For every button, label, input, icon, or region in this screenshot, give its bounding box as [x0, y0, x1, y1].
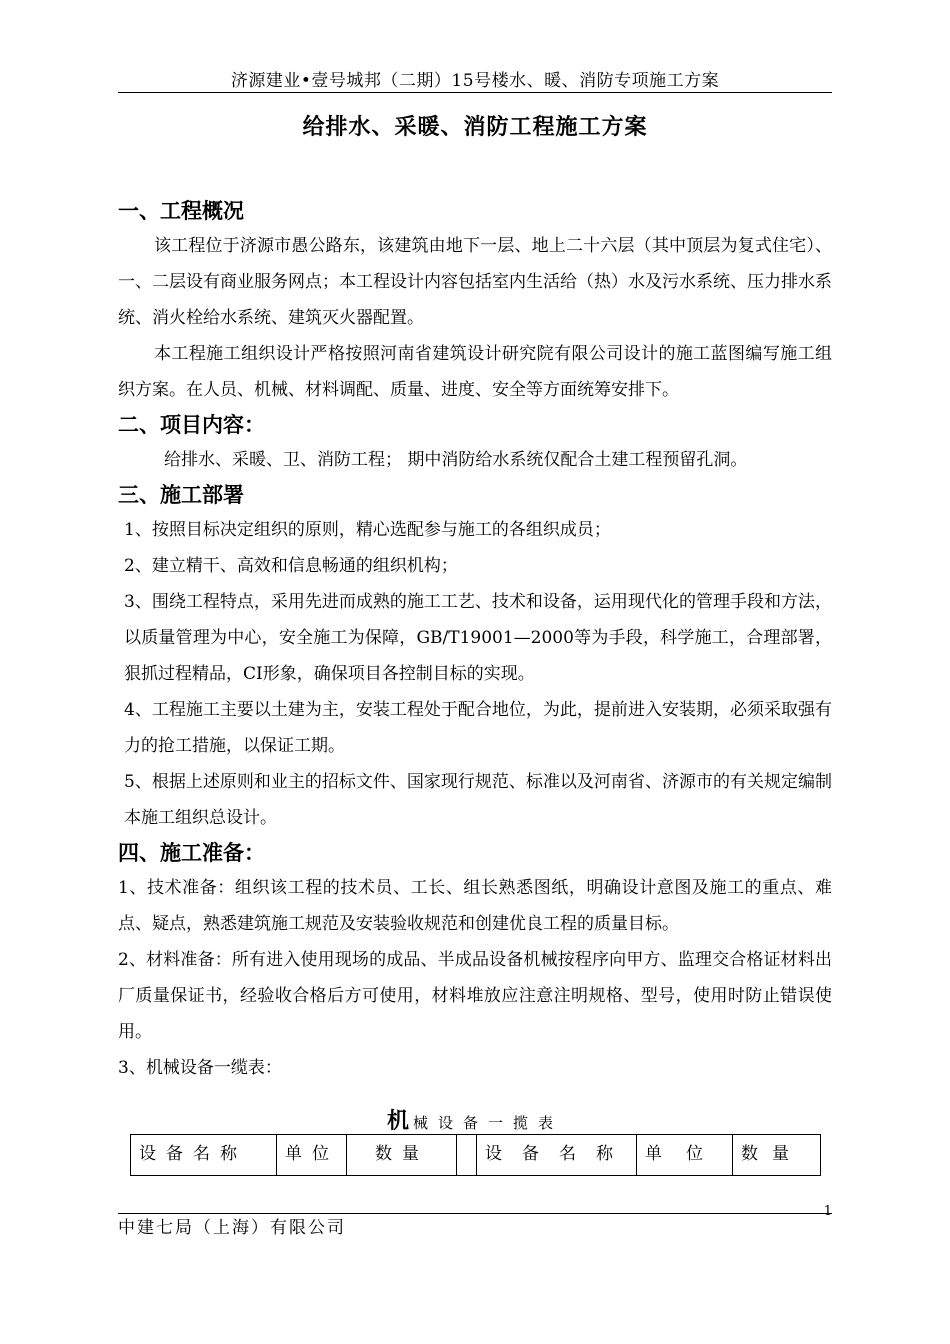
caption-rest: 械设备一揽表	[413, 1114, 564, 1132]
section-heading-project-content: 二、项目内容：	[118, 412, 265, 437]
section-heading-deployment: 三、施工部署	[118, 482, 244, 507]
deployment-item-1: 1、按照目标决定组织的原则，精心选配参与施工的各组织成员；	[124, 520, 611, 540]
table-header-row	[131, 1135, 821, 1176]
deployment-item-3: 3、围绕工程特点，采用先进而成熟的施工工艺、技术和设备，运用现代化的管理手段和方法，以质量管理为中心，安全施工为保障，GB/T19001—2000等为手段，科学施工，合理部署，狠抓过程精品，CI形象，确保项目各控制目标的实现。	[124, 592, 832, 684]
section-heading-preparation: 四、施工准备：	[118, 840, 265, 865]
preparation-item-1: 1、技术准备：组织该工程的技术员、工长、组长熟悉图纸，明确设计意图及施工的重点、难点、疑点，熟悉建筑施工规范及安装验收规范和创建优良工程的质量目标。	[118, 878, 832, 934]
document-body	[118, 194, 832, 1176]
preparation-item-3: 3、机械设备一缆表：	[118, 1058, 282, 1078]
equipment-table	[130, 1134, 821, 1176]
preparation-item-2: 2、材料准备：所有进入使用现场的成品、半成品设备机械按程序向甲方、监理交合格证材料出厂质量保证书，经验收合格后方可使用，材料堆放应注意注明规格、型号，使用时防止错误使用。	[118, 950, 832, 1042]
header-cell-equipment-name-2: 设备名称	[477, 1135, 637, 1176]
document-title: 给排水、采暖、消防工程施工方案	[302, 114, 648, 140]
header-cell-equipment-name: 设备名称	[131, 1135, 277, 1176]
overview-paragraph-1: 该工程位于济源市愚公路东，该建筑由地下一层、地上二十六层（其中顶层为复式住宅）、一、二层设有商业服务网点；本工程设计内容包括室内生活给（热）水及污水系统、压力排水系统、消火栓给水系统、建筑灭火器配置。	[118, 236, 832, 328]
deployment-item-2: 2、建立精干、高效和信息畅通的组织机构；	[124, 556, 458, 576]
deployment-item-4: 4、工程施工主要以土建为主，安装工程处于配合地位，为此，提前进入安装期，必须采取强有力的抢工措施，以保证工期。	[124, 700, 832, 756]
header-cell-quantity-2: 数量	[733, 1135, 821, 1176]
deployment-item-5: 5、根据上述原则和业主的招标文件、国家现行规范、标准以及河南省、济源市的有关规定编制本施工组织总设计。	[124, 772, 832, 828]
header-cell-unit-2: 单位	[637, 1135, 733, 1176]
equipment-table-caption	[118, 1108, 832, 1134]
header-cell-unit: 单位	[277, 1135, 347, 1176]
running-header: 济源建业•壹号城邦（二期）15号楼水、暖、消防专项施工方案	[230, 71, 720, 91]
header-divider	[118, 92, 832, 93]
header-cell-spacer	[457, 1135, 477, 1176]
header-cell-quantity: 数量	[347, 1135, 457, 1176]
footer-company: 中建七局（上海）有限公司	[118, 1218, 346, 1238]
page-number: 1	[823, 1204, 832, 1219]
section-heading-overview: 一、工程概况	[118, 198, 244, 223]
caption-first-char: 机	[386, 1108, 413, 1134]
project-content-paragraph: 给排水、采暖、卫、消防工程； 期中消防给水系统仅配合土建工程预留孔洞。	[164, 450, 748, 470]
overview-paragraph-2: 本工程施工组织设计严格按照河南省建筑设计研究院有限公司设计的施工蓝图编写施工组织方案。在人员、机械、材料调配、质量、进度、安全等方面统筹安排下。	[118, 344, 832, 400]
